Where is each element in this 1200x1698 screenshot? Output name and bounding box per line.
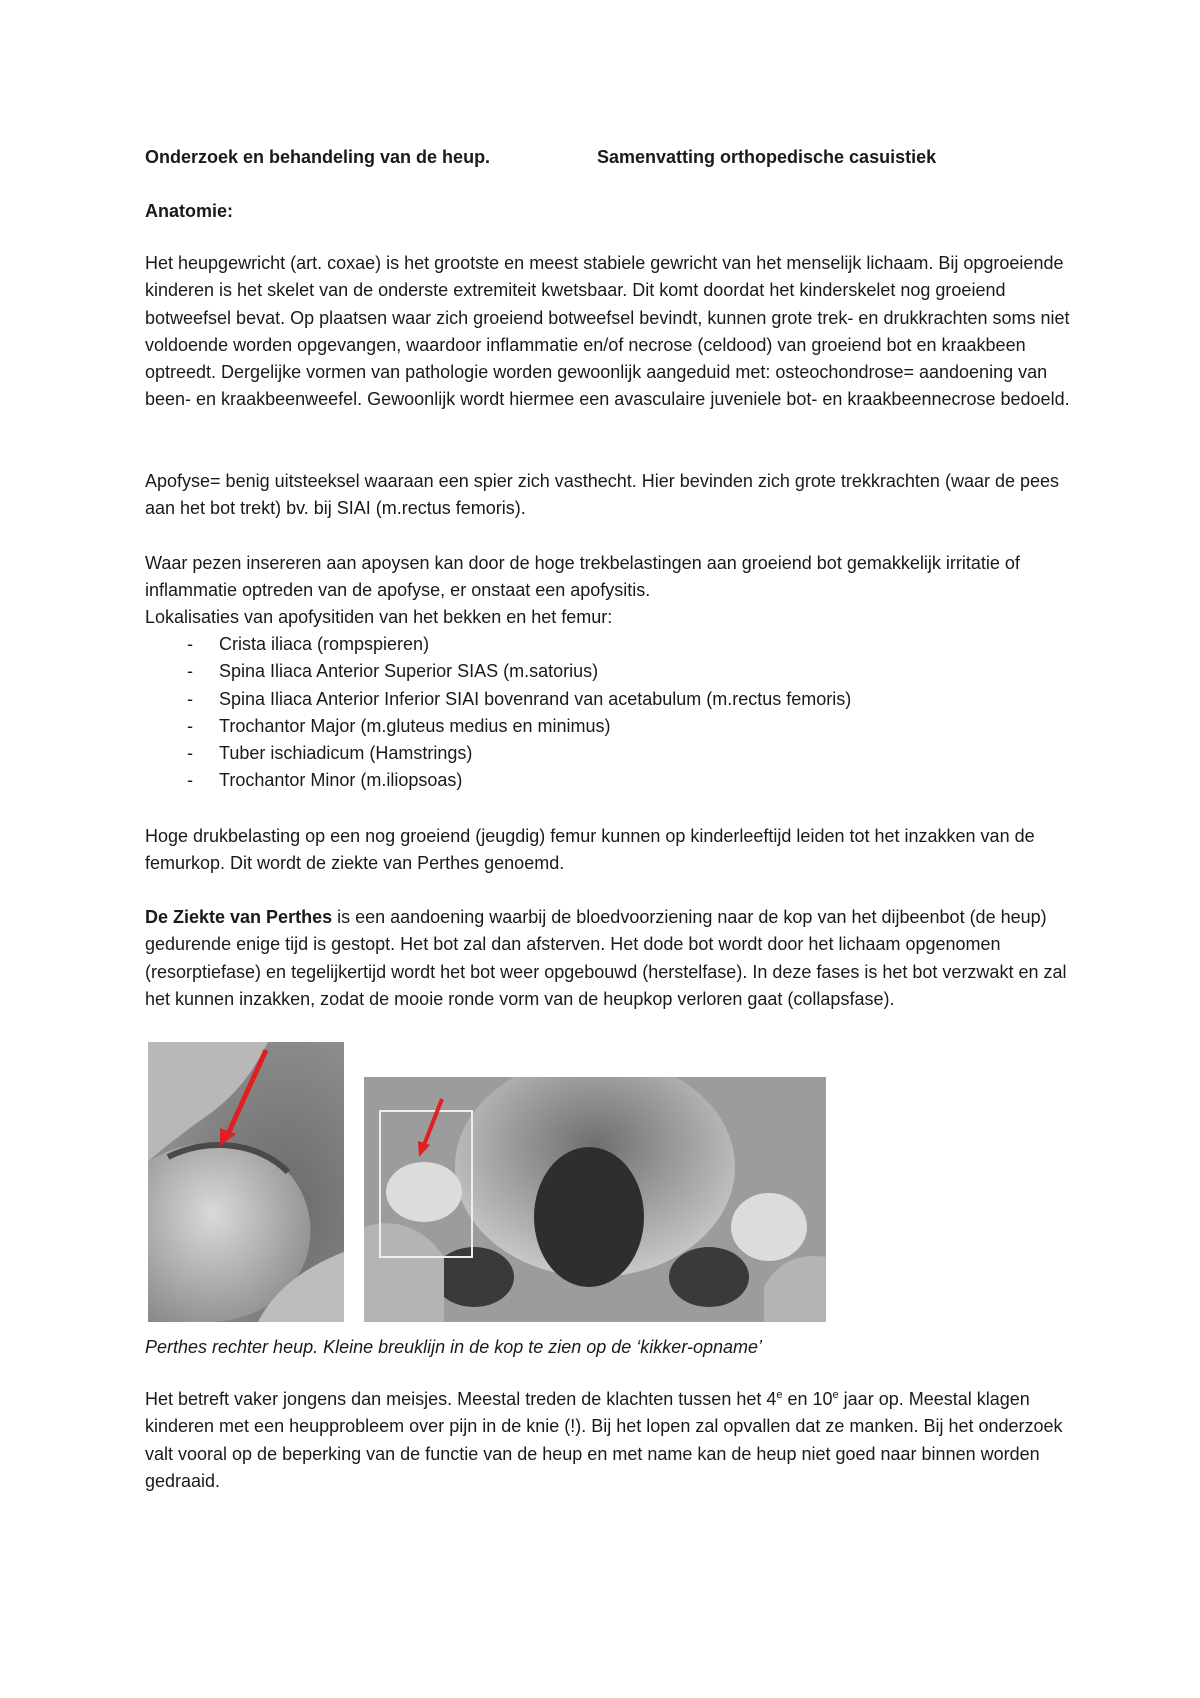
paragraph-apophysitis: Waar pezen insereren aan apoysen kan door de hoge trekbelastingen aan groeiend bot gemakkelijk irritatie of inflammatie optreden van de apofyse, er onstaat een apofysitis. [145, 553, 1020, 601]
list-item: - Spina Iliaca Anterior Superior SIAS (m.satorius) [145, 658, 851, 685]
symptoms-text-a: Het betreft vaker jongens dan meisjes. Meestal treden de klachten tussen het 4 [145, 1389, 777, 1409]
document-title: Onderzoek en behandeling van de heup. [145, 147, 491, 167]
paragraph-localisations: Lokalisaties van apofysitiden van het bekken en het femur: [145, 607, 613, 627]
ordinal-suffix: e [776, 1389, 783, 1401]
perthes-description: is een aandoening waarbij de bloedvoorziening naar de kop van het dijbeenbot (de heup) gedurende enige tijd is gestopt. Het bot zal dan afsterven. Het dode bot wordt door het lichaam opgenomen (resorptiefase) en tegelijkertijd wordt het bot weer opgebouwd (herstelfase). In deze fases is het bot verzwakt en zal het kunnen inzakken, zodat de mooie ronde vorm van de heupkop verloren gaat (collapsfase). [145, 907, 1067, 1009]
list-item: - Spina Iliaca Anterior Inferior SIAI bovenrand van acetabulum (m.rectus femoris) [145, 686, 851, 713]
ordinal-suffix: e [832, 1389, 839, 1401]
list-item: - Trochantor Minor (m.iliopsoas) [145, 767, 851, 794]
document-header [145, 144, 1075, 171]
paragraph-pressure: Hoge drukbelasting op een nog groeiend (jeugdig) femur kunnen op kinderleeftijd leiden tot het inzakken van de femurkop. Dit wordt de ziekte van Perthes genoemd. [145, 826, 1035, 874]
list-item: - Crista iliaca (rompspieren) [145, 631, 851, 658]
xray-femoral-head-image [148, 1042, 344, 1322]
symptoms-text-b: en 10 [782, 1389, 833, 1409]
symptoms-text-c: jaar op. Meestal klagen kinderen met een heupprobleem over pijn in de knie (!). Bij het lopen zal opvallen dat ze manken. Bij het onderzoek valt vooral op de beperking van de functie van de heup en met name kan de heup niet goed naar binnen worden gedraaid. [145, 1389, 1063, 1491]
section-heading-anatomy: Anatomie: [145, 201, 234, 221]
localisation-list [145, 631, 851, 795]
xray-pelvis-image [364, 1077, 826, 1322]
paragraph-apophysis: Apofyse= benig uitsteeksel waaraan een spier zich vasthecht. Hier bevinden zich grote trekkrachten (waar de pees aan het bot trekt) bv. bij SIAI (m.rectus femoris). [145, 471, 1060, 519]
paragraph-perthes [145, 904, 1075, 1013]
list-item: - Tuber ischiadicum (Hamstrings) [145, 740, 851, 767]
list-item: - Trochantor Major (m.gluteus medius en minimus) [145, 713, 851, 740]
paragraph-symptoms [145, 1386, 1075, 1495]
document-subtitle: Samenvatting orthopedische casuistiek [597, 147, 937, 167]
perthes-term: De Ziekte van Perthes [145, 907, 333, 927]
figure-caption: Perthes rechter heup. Kleine breuklijn in de kop te zien op de ‘kikker-opname’ [145, 1337, 763, 1357]
paragraph-hip-joint: Het heupgewricht (art. coxae) is het grootste en meest stabiele gewricht van het menselijk lichaam. Bij opgroeiende kinderen is het skelet van de onderste extremiteit kwetsbaar. Dit komt doordat het kinderskelet nog groeiend botweefsel bevat. Op plaatsen waar zich groeiend botweefsel bevindt, kunnen grote trek- en drukkrachten soms niet voldoende worden opgevangen, waardoor inflammatie en/of necrose (celdood) van groeiend bot en kraakbeen optreedt. Dergelijke vormen van pathologie worden gewoonlijk aangeduid met: osteochondrose= aandoening van been- en kraakbeenweefel. Gewoonlijk wordt hiermee een avasculaire juveniele bot- en kraakbeennecrose bedoeld. [145, 253, 1070, 410]
